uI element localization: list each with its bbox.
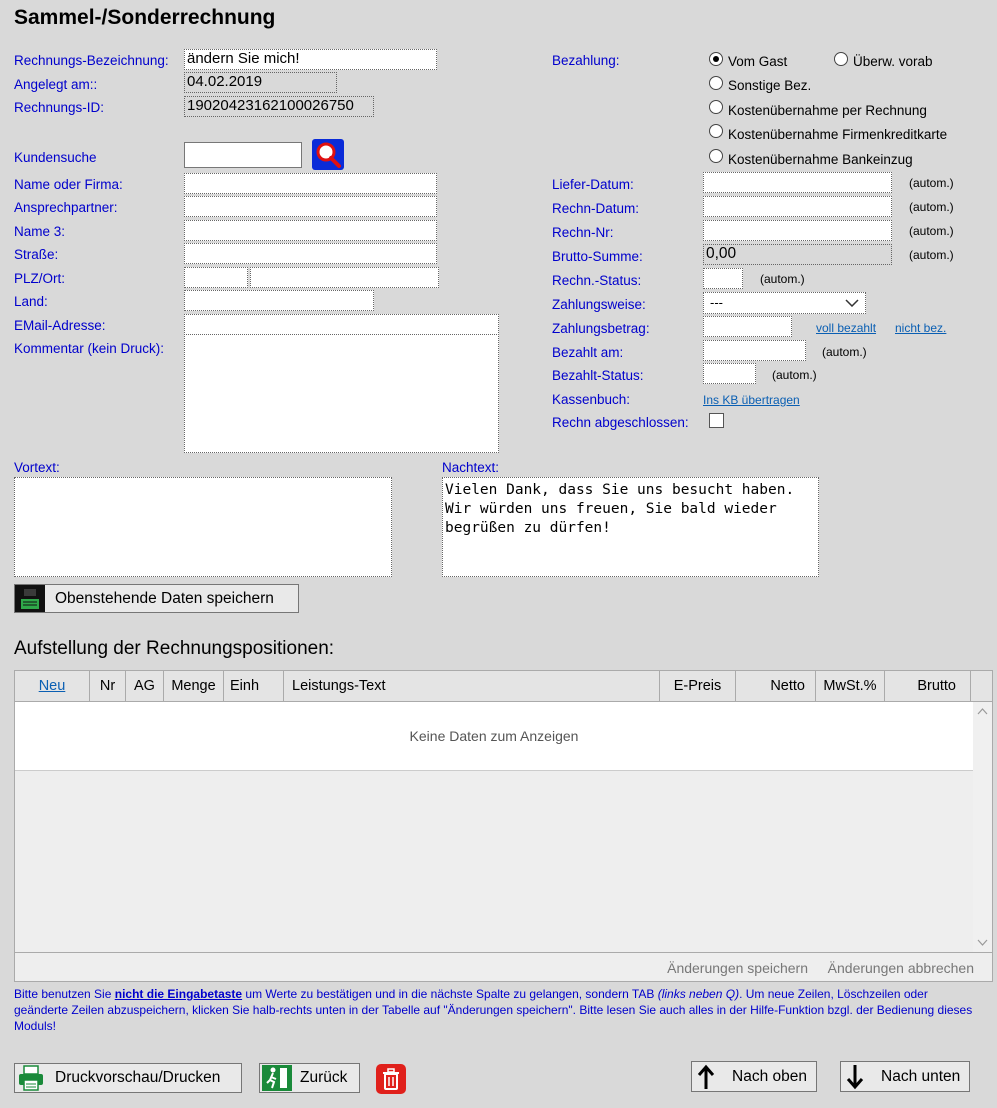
radio-kosten-rechnung-label: Kostenübernahme per Rechnung xyxy=(728,103,927,118)
bezahlt-am-label: Bezahlt am: xyxy=(552,345,624,360)
rechn-nr-label: Rechn-Nr: xyxy=(552,225,614,240)
arrow-down-icon xyxy=(841,1063,875,1091)
arrow-up-icon xyxy=(692,1063,726,1091)
bezahlt-status-label: Bezahlt-Status: xyxy=(552,368,644,383)
rechnungs-id-field: 1902042316210002675​0 xyxy=(184,96,374,117)
hint-italic: (links neben Q) xyxy=(657,987,740,1001)
positions-footer xyxy=(14,953,993,982)
radio-vom-gast[interactable] xyxy=(709,52,723,66)
liefer-datum-label: Liefer-Datum: xyxy=(552,177,634,192)
radio-sonstige[interactable] xyxy=(709,76,723,90)
liefer-datum-input[interactable] xyxy=(703,172,892,193)
name3-label: Name 3: xyxy=(14,224,66,239)
radio-kosten-rechnung[interactable] xyxy=(709,100,723,114)
kundensuche-label: Kundensuche xyxy=(14,150,97,165)
print-preview-label: Druckvorschau/Drucken xyxy=(55,1069,221,1086)
back-label: Zurück xyxy=(300,1069,348,1086)
scroll-top-button[interactable] xyxy=(691,1061,817,1092)
email-label: EMail-Adresse: xyxy=(14,318,106,333)
col-e-preis[interactable]: E-Preis xyxy=(660,671,736,701)
hint-part2: um Werte zu bestätigen und in die nächste Spalte zu gelangen, sondern TAB xyxy=(242,987,658,1001)
page-title: Sammel-/Sonderrechnung xyxy=(14,6,276,29)
col-mwst[interactable]: MwSt.% xyxy=(816,671,885,701)
save-changes-button[interactable]: Änderungen speichern xyxy=(667,960,808,976)
voll-bezahlt-link[interactable]: voll bezahlt xyxy=(816,321,877,335)
floppy-disk-icon xyxy=(15,585,45,612)
plz-input[interactable] xyxy=(184,267,248,288)
name3-input[interactable] xyxy=(184,220,437,241)
brutto-summe-field: 0,00 xyxy=(703,244,892,265)
radio-ueberw-vorab[interactable] xyxy=(834,52,848,66)
land-label: Land: xyxy=(14,294,48,309)
positions-table-header xyxy=(14,670,993,702)
nachtext-textarea[interactable]: Vielen Dank, dass Sie uns besucht haben. Wir würden uns freuen, Sie bald wieder begrüßen zu dürfen! xyxy=(442,477,819,577)
scroll-up-icon[interactable] xyxy=(977,708,988,715)
col-brutto[interactable]: Brutto xyxy=(885,671,971,701)
bezahlt-am-input[interactable] xyxy=(703,340,806,361)
rechnungs-bezeichnung-label: Rechnungs-Bezeichnung: xyxy=(14,53,169,68)
radio-ueberw-vorab-label: Überw. vorab xyxy=(853,54,933,69)
col-einh[interactable]: Einh xyxy=(224,671,284,701)
cancel-changes-button[interactable]: Änderungen abbrechen xyxy=(827,960,974,976)
save-data-button[interactable] xyxy=(14,584,299,613)
rechn-status-input[interactable] xyxy=(703,268,743,289)
scroll-bottom-button[interactable] xyxy=(840,1061,970,1092)
abgeschlossen-checkbox[interactable] xyxy=(709,413,724,428)
vortext-textarea[interactable] xyxy=(14,477,392,577)
col-nr[interactable]: Nr xyxy=(90,671,126,701)
col-netto[interactable]: Netto xyxy=(736,671,816,701)
radio-kosten-bankeinzug[interactable] xyxy=(709,149,723,163)
kommentar-textarea[interactable] xyxy=(184,334,499,453)
hint-part1: Bitte benutzen Sie xyxy=(14,987,115,1001)
nachtext-label: Nachtext: xyxy=(442,460,500,475)
scroll-down-icon[interactable] xyxy=(977,939,988,946)
strasse-label: Straße: xyxy=(14,247,59,262)
hint-bold: nicht die Eingabetaste xyxy=(114,987,243,1001)
bezahlung-label: Bezahlung: xyxy=(552,53,620,68)
empty-message: Keine Daten zum Anzeigen xyxy=(15,702,973,771)
print-preview-button[interactable] xyxy=(14,1063,242,1093)
chevron-down-icon xyxy=(845,299,859,307)
delete-icon[interactable] xyxy=(376,1064,406,1094)
radio-kosten-bankeinzug-label: Kostenübernahme Bankeinzug xyxy=(728,152,913,167)
radio-vom-gast-label: Vom Gast xyxy=(728,54,788,69)
hint-text xyxy=(14,986,982,1034)
new-row-link[interactable]: Neu xyxy=(15,671,90,701)
scroll-top-label: Nach oben xyxy=(732,1067,807,1085)
rechn-nr-autom: (autom.) xyxy=(909,224,954,238)
zahlungsbetrag-input[interactable] xyxy=(703,316,792,337)
printer-icon xyxy=(15,1065,47,1091)
rechn-datum-autom: (autom.) xyxy=(909,200,954,214)
rechnungs-bezeichnung-input[interactable]: ändern Sie mich! xyxy=(184,49,437,70)
bezahlt-status-autom: (autom.) xyxy=(772,368,817,382)
land-input[interactable] xyxy=(184,290,374,311)
radio-kosten-firmenkreditkarte-label: Kostenübernahme Firmenkreditkarte xyxy=(728,127,948,142)
liefer-autom: (autom.) xyxy=(909,176,954,190)
name-label: Name oder Firma: xyxy=(14,177,123,192)
zahlungsbetrag-label: Zahlungsbetrag: xyxy=(552,321,650,336)
zahlungsweise-value: --- xyxy=(710,295,723,310)
back-button[interactable] xyxy=(259,1063,360,1093)
abgeschlossen-label: Rechn abgeschlossen: xyxy=(552,415,689,430)
vortext-label: Vortext: xyxy=(14,460,60,475)
col-ag[interactable]: AG xyxy=(126,671,164,701)
rechn-status-label: Rechn.-Status: xyxy=(552,273,642,288)
save-data-button-label: Obenstehende Daten speichern xyxy=(55,589,274,607)
angelegt-label: Angelegt am:: xyxy=(14,77,98,92)
hint-part3: . Um neue Zeilen, Löschzeilen oder geänderte Zeilen abzuspeichern, klicken Sie halb-rechts unten in der Tabelle auf "Änderungen speichern". Bitte lesen Sie auch alles in der Hilfe-Funktion bzgl. der Bedienung dieses Moduls! xyxy=(14,987,973,1033)
name-input[interactable] xyxy=(184,173,437,194)
brutto-autom: (autom.) xyxy=(909,248,954,262)
angelegt-field: 04.02.2019 xyxy=(184,72,337,93)
email-input[interactable] xyxy=(184,314,499,335)
rechn-datum-label: Rechn-Datum: xyxy=(552,201,640,216)
nicht-bez-link[interactable]: nicht bez. xyxy=(895,321,947,335)
kassenbuch-label: Kassenbuch: xyxy=(552,392,631,407)
brutto-summe-label: Brutto-Summe: xyxy=(552,249,643,264)
plz-ort-label: PLZ/Ort: xyxy=(14,271,66,286)
rechnungs-id-label: Rechnungs-ID: xyxy=(14,100,105,115)
scrollbar[interactable] xyxy=(973,702,992,952)
search-icon[interactable] xyxy=(312,139,344,170)
rechn-status-autom: (autom.) xyxy=(760,272,805,286)
col-leistungs-text[interactable]: Leistungs-Text xyxy=(284,671,660,701)
bezahlt-status-input[interactable] xyxy=(703,363,756,384)
radio-sonstige-label: Sonstige Bez. xyxy=(728,78,812,93)
zahlungsweise-label: Zahlungsweise: xyxy=(552,297,646,312)
rechn-datum-input[interactable] xyxy=(703,196,892,217)
ansprechpartner-label: Ansprechpartner: xyxy=(14,200,118,215)
ins-kb-uebertragen-link[interactable]: Ins KB übertragen xyxy=(703,393,800,407)
exit-icon xyxy=(262,1065,292,1091)
scroll-bottom-label: Nach unten xyxy=(881,1067,961,1085)
radio-kosten-firmenkreditkarte[interactable] xyxy=(709,124,723,138)
bezahlt-am-autom: (autom.) xyxy=(822,345,867,359)
strasse-input[interactable] xyxy=(184,243,437,264)
positions-table-body[interactable] xyxy=(14,702,993,953)
ort-input[interactable] xyxy=(250,267,439,288)
col-menge[interactable]: Menge xyxy=(164,671,224,701)
rechn-nr-input[interactable] xyxy=(703,220,892,241)
zahlungsweise-select[interactable] xyxy=(703,292,866,314)
ansprechpartner-input[interactable] xyxy=(184,196,437,217)
kommentar-label: Kommentar (kein Druck): xyxy=(14,341,165,356)
positions-heading: Aufstellung der Rechnungspositionen: xyxy=(14,638,335,659)
kundensuche-input[interactable] xyxy=(184,142,302,168)
